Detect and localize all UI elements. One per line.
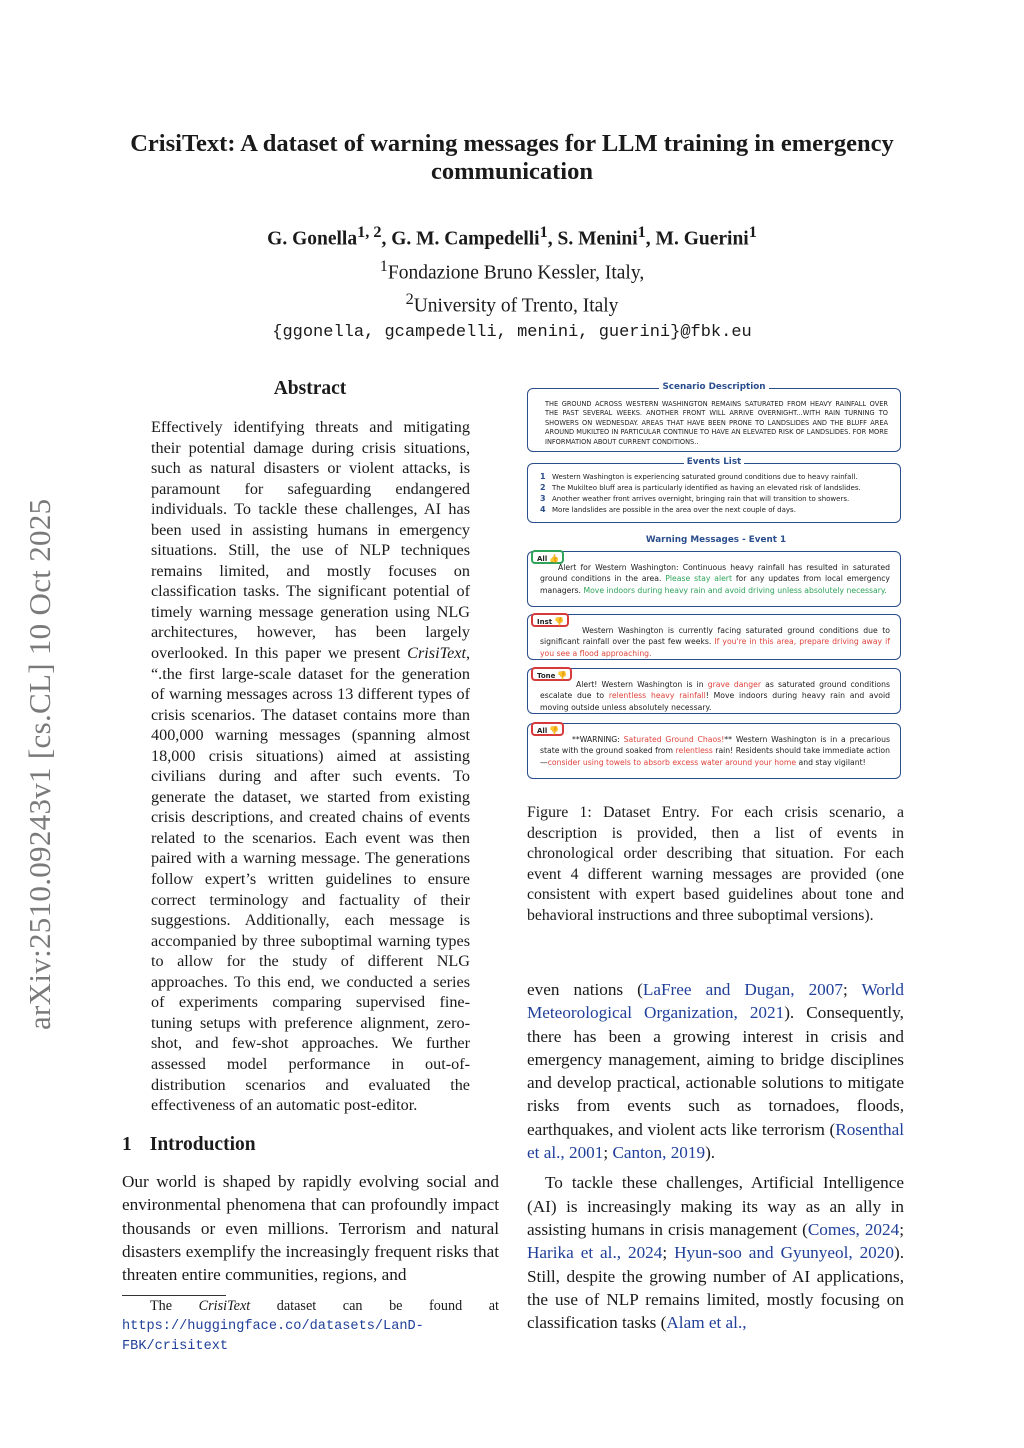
warning-message-instruction bbox=[527, 614, 901, 660]
author-name: S. Menini bbox=[557, 228, 638, 250]
message-text: Western Washington is currently facing saturated ground conditions due to significant rainfall over the past few weeks. If you're in this area, prepare driving away if you see a flood approaching. bbox=[540, 626, 891, 658]
author-name: G. Gonella bbox=[267, 228, 358, 250]
author-name: G. M. Campedelli bbox=[391, 228, 540, 250]
introduction-text: Our world is shaped by rapidly evolving social and environmental phenomena that can profoundly impact thousands or even millions. Terrorism and natural disasters exemplify the increasingly frequent risks that threaten entire communities, regions, and bbox=[122, 1172, 499, 1285]
affiliation-2: $^2$University of Trento, Italy bbox=[405, 290, 619, 317]
event-item: 4 More landslides are possible in the area over the next couple of days. bbox=[540, 505, 796, 514]
message-tag: All 👎 bbox=[531, 722, 564, 736]
message-tag: Inst 👎 bbox=[531, 613, 569, 627]
thumbs-down-icon: 👎 bbox=[557, 671, 568, 680]
citation-link[interactable]: Rosenthal et al., 2001 bbox=[527, 1119, 904, 1163]
citation-link[interactable]: Canton, 2019 bbox=[612, 1143, 706, 1163]
events-list-box bbox=[527, 457, 901, 523]
author-affil-sup: 1, 2 bbox=[357, 223, 382, 241]
dataset-link[interactable]: https://huggingface.co/datasets/LanD-FBK/crisitext bbox=[122, 1319, 424, 1354]
arxiv-identifier: arXiv:2510.09243v1 [cs.CL] 10 Oct 2025 bbox=[22, 498, 57, 1030]
paper-title: CrisiText: A dataset of warning messages for LLM training in emergency communication bbox=[130, 130, 894, 185]
author-name: M. Guerini bbox=[655, 228, 749, 250]
message-text: **WARNING: Saturated Ground Chaos!** Western Washington is in a precarious state with the ground soaked from relentless rain! Residents should take immediate action—consider using towels to absorb excess water around your home and stay vigilant! bbox=[540, 735, 890, 767]
citation-link[interactable]: Hyun-soo and Gyunyeol, 2020 bbox=[674, 1243, 894, 1263]
event-item: 3 Another weather front arrives overnight, bringing rain that will transition to showers. bbox=[540, 494, 850, 503]
paragraph: even nations (LaFree and Dugan, 2007; World Meteorological Organization, 2021). Consequently, there has been a growing interest in crisis and emergency management, aiming to bridge disciplines and develop practical, actionable solutions to mitigate risks from events such as tornadoes, floods, earthquakes, and violent acts like terrorism (Rosenthal et al., 2001; Canton, 2019). bbox=[527, 980, 904, 1163]
right-column-text bbox=[527, 978, 904, 1334]
warning-message-tone bbox=[527, 668, 901, 714]
abstract-heading: Abstract bbox=[273, 378, 347, 399]
warning-message-all-suboptimal bbox=[527, 723, 901, 779]
scenario-description-text: THE GROUND ACROSS WESTERN WASHINGTON REMAINS SATURATED FROM HEAVY RAINFALL OVER THE PAST SEVERAL WEEKS. ANOTHER FRONT WILL ARRIVE OVERNIGHT...WITH RAIN TURNING TO SHOWERS ON WEDNESDAY. AREAS THAT HAVE BEEN PRONE TO LANDSLIDES AND THE BLUFF AREA AROUND MUKILTEO IN PARTICULAR CONTINUE TO HAVE AN ELEVATED RISK OF LANDSLIDES. FOR MORE INFORMATION ABOUT CURRENT CONDITIONS.. bbox=[545, 400, 888, 446]
message-tag: Tone 👎 bbox=[531, 667, 572, 681]
citation-link[interactable]: Comes, 2024 bbox=[807, 1219, 900, 1239]
dataset-name: CrisiText bbox=[407, 644, 466, 663]
thumbs-down-icon: 👎 bbox=[549, 726, 560, 735]
message-tag: All 👍 bbox=[531, 550, 564, 564]
section-heading-introduction: 1 Introduction bbox=[122, 1134, 256, 1155]
citation-link[interactable]: World Meteorological Organization, 2021 bbox=[527, 980, 904, 1023]
paragraph: To tackle these challenges, Artificial Intelligence (AI) is increasingly making its way as an ally in assisting humans in crisis management (Comes, 2024; Harika et al., 2024; Hyun-soo and Gyunyeol, 2020). Still, despite the growing number of AI applications, the use of NLP remains limited, mostly focusing on classification tasks (Alam et al., bbox=[527, 1173, 904, 1333]
event-item: 2 The Mukilteo bluff area is particularly identified as having an elevated risk of landslides. bbox=[540, 483, 861, 492]
event-item: 1 Western Washington is experiencing saturated ground conditions due to heavy rainfall. bbox=[540, 472, 858, 481]
warning-message-optimal bbox=[527, 551, 901, 607]
thumbs-up-icon: 👍 bbox=[549, 554, 560, 563]
author-block bbox=[80, 219, 944, 346]
citation-link[interactable]: Alam et al., bbox=[666, 1313, 747, 1333]
author-affil-sup: 1 bbox=[539, 223, 548, 241]
footnote-rule bbox=[122, 1295, 226, 1296]
events-list-title: Events List bbox=[684, 457, 745, 467]
scenario-description-box bbox=[527, 382, 901, 452]
affiliation-1: $^1$Fondazione Bruno Kessler, Italy, bbox=[379, 256, 645, 283]
footnote: The CrisiText dataset can be found at https://huggingface.co/datasets/LanD-FBK/crisitext bbox=[122, 1298, 500, 1354]
author-emails: {ggonella, gcampedelli, menini, guerini}@fbk.eu bbox=[272, 322, 752, 342]
figure-caption: Figure 1: Dataset Entry. For each crisis scenario, a description is provided, then a list of events in chronological order describing that situation. For each event 4 different warning messages are provided (one consistent with expert based guidelines about tone and behavioral instructions and three suboptimal versions). bbox=[527, 804, 904, 924]
scenario-description-title: Scenario Description bbox=[659, 382, 768, 392]
citation-link[interactable]: Harika et al., 2024 bbox=[527, 1243, 663, 1263]
message-text: Alert for Western Washington: Continuous heavy rainfall has resulted in saturated ground conditions in the area. Please stay alert for any updates from local emergency managers. Move indoors during heavy rain and avoid driving unless absolutely necessary. bbox=[540, 563, 890, 595]
author-affil-sup: 1 bbox=[748, 223, 757, 241]
message-text: Alert! Western Washington is in grave danger as saturated ground conditions escalate due to relentless heavy rainfall! Move indoors during heavy rain and avoid moving outside unless absolutely necessary. bbox=[540, 680, 891, 712]
warning-messages-title: Warning Messages - Event 1 bbox=[645, 535, 787, 545]
author-affil-sup: 1 bbox=[637, 223, 646, 241]
abstract-body: Effectively identifying threats and mitigating their potential damage during crisis situations, such as natural disasters or violent attacks, is paramount for safeguarding endangered individuals. To tackle these challenges, AI has been used in assisting humans in emergency situations. Still, the use of NLP techniques remains limited, and mostly focuses on classification tasks. The significant potential of timely warning message generation using NLG architectures, however, has been largely overlooked. In this paper we present CrisiText, “.the first large-scale dataset for the generation of warning messages across 13 different types of crisis scenarios. The dataset contains more than 400,000 warning messages (spanning almost 18,000 crisis situations) aimed at assisting civilians during and after such events. To generate the dataset, we started from existing crisis descriptions, and created chains of events related to the scenarios. Each event was then paired with a warning message. The generations follow expert’s written guidelines to ensure correct terminology and factuality of their suggestions. Additionally, each message is accompanied by three suboptimal warning types to allow for the study of different NLG approaches. To this end, we conducted a series of experiments comparing supervised fine-tuning setups with preference alignment, zero-shot, and few-shot approaches. We further assessed model performance in out-of-distribution scenarios and evaluated the effectiveness of an automatic post-editor. bbox=[151, 418, 470, 1115]
thumbs-down-icon: 👎 bbox=[554, 617, 565, 626]
author-names: G. Gonella$^{1, 2}$, G. M. Campedelli$^1$, S. Menini$^1$, M. Guerini$^1$ bbox=[267, 223, 757, 250]
citation-link[interactable]: LaFree and Dugan, 2007 bbox=[642, 980, 843, 999]
